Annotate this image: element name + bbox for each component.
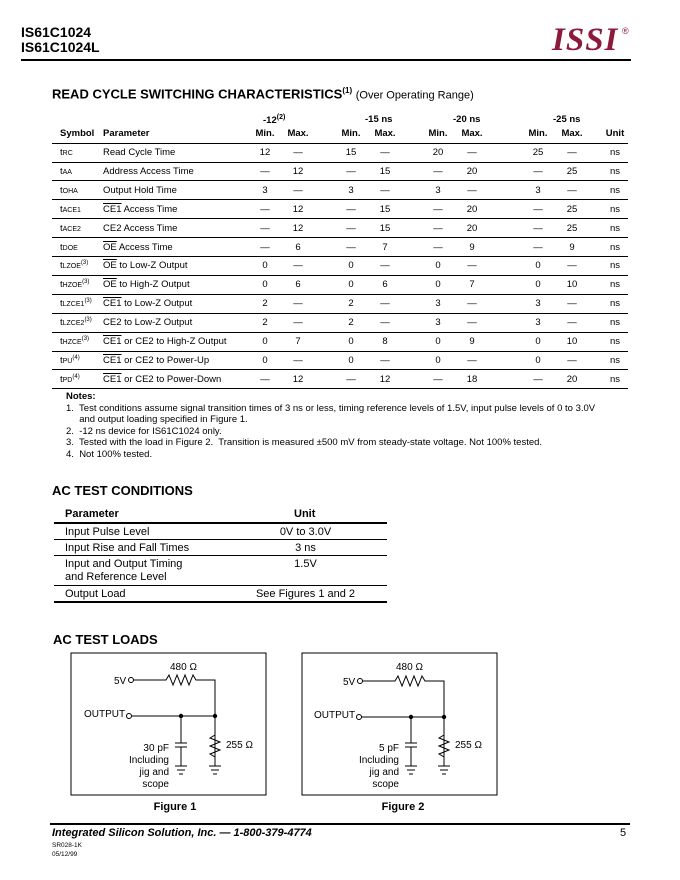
row-max-value: — bbox=[567, 317, 577, 329]
row-min-value: 2 bbox=[348, 317, 354, 329]
row-unit: ns bbox=[609, 203, 621, 215]
row-symbol: tLZCE2$^{(3)}$ bbox=[60, 317, 92, 329]
row-max-value: — bbox=[380, 184, 390, 196]
row-max-value: — bbox=[380, 354, 390, 366]
row-min-value: — bbox=[260, 373, 270, 385]
row-parameter: CE1 or CE2 to Power-Down bbox=[103, 373, 222, 385]
fig2-cap-label3: jig and bbox=[369, 767, 399, 778]
row-min-value: — bbox=[433, 373, 443, 385]
row-max-value: — bbox=[467, 184, 477, 196]
note-4: 4. Not 100% tested. bbox=[66, 448, 153, 460]
row-unit: ns bbox=[609, 184, 621, 196]
row-unit: ns bbox=[609, 317, 621, 329]
row-symbol: tPD$^{(4)}$ bbox=[60, 373, 80, 385]
row-unit: ns bbox=[609, 354, 621, 366]
speed-grade-header: -20 ns bbox=[453, 114, 481, 125]
row-parameter: $\overline{OE}$ to Low-Z Output bbox=[103, 260, 188, 272]
row-max-value: — bbox=[567, 260, 577, 272]
figure-2-circuit bbox=[302, 653, 497, 813]
ac-param: Output Load bbox=[65, 588, 126, 600]
row-unit: ns bbox=[609, 241, 621, 253]
col-max: Max. bbox=[561, 128, 583, 139]
figure-2-frame bbox=[302, 653, 497, 795]
figure-2-label: Figure 2 bbox=[381, 801, 425, 813]
row-min-value: 0 bbox=[435, 279, 441, 291]
row-min-value: 2 bbox=[348, 298, 354, 310]
row-max-value: 25 bbox=[566, 222, 578, 234]
row-unit: ns bbox=[609, 165, 621, 177]
row-max-value: 7 bbox=[469, 279, 475, 291]
row-min-value: 15 bbox=[345, 147, 357, 158]
fig2-5v-label: 5V bbox=[343, 677, 356, 688]
row-max-value: — bbox=[293, 147, 303, 158]
ac-unit: See Figures 1 and 2 bbox=[255, 588, 356, 600]
row-max-value: 25 bbox=[566, 203, 578, 215]
row-max-value: 12 bbox=[379, 373, 391, 385]
row-parameter: CE2 Access Time bbox=[103, 222, 178, 234]
row-parameter: Output Hold Time bbox=[103, 184, 177, 196]
row-symbol: tHZCE$^{(3)}$ bbox=[60, 336, 90, 348]
col-max: Max. bbox=[374, 128, 396, 139]
fig1-cap-label2: Including bbox=[128, 755, 169, 766]
row-min-value: 2 bbox=[262, 298, 268, 310]
row-min-value: — bbox=[346, 222, 356, 234]
col-unit: Unit bbox=[605, 128, 625, 139]
col-symbol: Symbol bbox=[60, 128, 95, 139]
row-symbol: tACE1 bbox=[60, 203, 81, 215]
row-min-value: — bbox=[533, 222, 543, 234]
row-max-value: 6 bbox=[295, 241, 301, 253]
fig1-output-label: OUTPUT bbox=[84, 709, 126, 720]
fig2-r1-wire bbox=[363, 676, 445, 766]
fig1-5v-label: 5V bbox=[114, 676, 127, 687]
col-min: Min. bbox=[528, 128, 548, 139]
ac-param: Input and Output Timing bbox=[65, 558, 183, 570]
fig1-5v-node bbox=[129, 678, 134, 683]
row-max-value: — bbox=[467, 260, 477, 272]
row-max-value: — bbox=[380, 147, 390, 158]
row-parameter: CE2 to Low-Z Output bbox=[103, 317, 193, 329]
row-min-value: — bbox=[346, 203, 356, 215]
row-max-value: 6 bbox=[382, 279, 388, 291]
row-max-value: — bbox=[293, 354, 303, 366]
row-max-value: — bbox=[293, 298, 303, 310]
row-min-value: 0 bbox=[348, 279, 354, 291]
ac-unit: 3 ns bbox=[295, 542, 316, 554]
notes-title: Notes: bbox=[66, 391, 96, 402]
row-max-value: — bbox=[567, 147, 577, 158]
row-max-value: 12 bbox=[292, 373, 304, 385]
fig2-output-node bbox=[357, 715, 362, 720]
row-max-value: 15 bbox=[379, 165, 391, 177]
row-min-value: 0 bbox=[262, 336, 268, 347]
row-min-value: 0 bbox=[348, 260, 354, 272]
row-parameter: CE1 or CE2 to High-Z Output bbox=[103, 336, 227, 347]
read-cycle-title: READ CYCLE SWITCHING CHARACTERISTICS$^{(1)}$ (Over Operating Range) bbox=[52, 86, 474, 102]
row-max-value: 20 bbox=[466, 222, 478, 234]
speed-grade-header: -15 ns bbox=[365, 114, 393, 125]
row-min-value: 0 bbox=[435, 354, 441, 366]
row-min-value: 0 bbox=[435, 336, 441, 347]
row-min-value: 3 bbox=[535, 317, 541, 329]
row-max-value: 7 bbox=[382, 241, 388, 253]
footer-date: 05/12/99 bbox=[52, 851, 78, 858]
row-min-value: 0 bbox=[348, 354, 354, 366]
row-parameter: Read Cycle Time bbox=[103, 147, 176, 158]
row-max-value: — bbox=[293, 317, 303, 329]
row-symbol: tDOE bbox=[60, 241, 78, 253]
row-max-value: — bbox=[467, 147, 477, 158]
row-parameter: CE1 Access Time bbox=[103, 203, 178, 215]
fig1-cap-label: 30 pF bbox=[143, 743, 169, 754]
row-unit: ns bbox=[609, 279, 621, 291]
row-symbol: tLZOE$^{(3)}$ bbox=[60, 260, 89, 272]
row-min-value: 0 bbox=[535, 279, 541, 291]
row-min-value: 0 bbox=[535, 354, 541, 366]
footer-rule bbox=[50, 823, 630, 825]
col-parameter: Parameter bbox=[103, 128, 150, 139]
row-max-value: 7 bbox=[295, 336, 301, 347]
part-number-1: IS61C1024 bbox=[21, 24, 92, 40]
row-unit: ns bbox=[609, 260, 621, 272]
row-max-value: 8 bbox=[382, 336, 388, 347]
part-number-2: IS61C1024L bbox=[21, 39, 100, 55]
row-min-value: 25 bbox=[532, 147, 544, 158]
row-max-value: — bbox=[467, 317, 477, 329]
col-min: Min. bbox=[428, 128, 448, 139]
figure-1-label: Figure 1 bbox=[153, 801, 197, 813]
col-min: Min. bbox=[255, 128, 275, 139]
fig2-r2-label: 255 Ω bbox=[455, 740, 482, 751]
col-max: Max. bbox=[287, 128, 309, 139]
row-parameter: $\overline{OE}$ Access Time bbox=[103, 241, 173, 253]
row-min-value: — bbox=[433, 203, 443, 215]
fig2-junction-b bbox=[442, 715, 446, 719]
row-max-value: 20 bbox=[466, 203, 478, 215]
fig2-r1-label: 480 Ω bbox=[396, 662, 423, 673]
row-unit: ns bbox=[609, 336, 621, 347]
row-max-value: 20 bbox=[466, 165, 478, 177]
col-max: Max. bbox=[461, 128, 483, 139]
note-1a: 1. Test conditions assume signal transition times of 3 ns or less, timing reference levels of 1.5V, input pulse levels of 0 to 3.0V bbox=[66, 402, 596, 414]
fig2-cap-label4: scope bbox=[372, 779, 399, 790]
row-max-value: — bbox=[467, 354, 477, 366]
note-1b: and output loading specified in Figure 1. bbox=[66, 414, 248, 425]
footer-company: Integrated Silicon Solution, Inc. — 1-800-379-4774 bbox=[52, 827, 312, 839]
row-max-value: — bbox=[567, 184, 577, 196]
row-min-value: 0 bbox=[262, 354, 268, 366]
row-max-value: — bbox=[293, 260, 303, 272]
row-unit: ns bbox=[609, 147, 621, 158]
row-symbol: tLZCE1$^{(3)}$ bbox=[60, 298, 92, 310]
row-symbol: tAA bbox=[60, 165, 72, 177]
row-min-value: 3 bbox=[262, 184, 268, 196]
row-min-value: 0 bbox=[435, 260, 441, 272]
row-min-value: — bbox=[433, 165, 443, 177]
fig1-cap-label4: scope bbox=[142, 779, 169, 790]
row-max-value: 10 bbox=[566, 336, 578, 347]
row-unit: ns bbox=[609, 222, 621, 234]
ac-param-line2: and Reference Level bbox=[65, 571, 167, 583]
row-max-value: — bbox=[567, 298, 577, 310]
fig1-output-node bbox=[127, 714, 132, 719]
row-max-value: 9 bbox=[469, 241, 475, 253]
row-unit: ns bbox=[609, 373, 621, 385]
row-max-value: 18 bbox=[466, 373, 478, 385]
row-max-value: 12 bbox=[292, 203, 304, 215]
row-min-value: 3 bbox=[435, 184, 441, 196]
row-min-value: — bbox=[346, 165, 356, 177]
ac-param: Input Rise and Fall Times bbox=[65, 542, 190, 554]
figure-1-circuit bbox=[71, 653, 266, 813]
ac-param: Input Pulse Level bbox=[65, 526, 150, 538]
row-max-value: 9 bbox=[469, 336, 475, 347]
row-min-value: — bbox=[346, 373, 356, 385]
row-min-value: 3 bbox=[435, 317, 441, 329]
row-max-value: 12 bbox=[292, 222, 304, 234]
fig2-output-label: OUTPUT bbox=[314, 710, 356, 721]
row-min-value: 0 bbox=[535, 260, 541, 272]
footer-code: SR028-1K bbox=[52, 842, 82, 849]
row-max-value: — bbox=[380, 317, 390, 329]
ac-conditions-title: AC TEST CONDITIONS bbox=[52, 483, 193, 498]
registered-mark: ® bbox=[622, 26, 629, 36]
fig1-r1-label: 480 Ω bbox=[170, 662, 197, 673]
row-parameter: CE1 to Low-Z Output bbox=[103, 298, 193, 310]
row-min-value: — bbox=[433, 241, 443, 253]
row-min-value: — bbox=[533, 241, 543, 253]
row-max-value: 6 bbox=[295, 279, 301, 291]
ac-col-param: Parameter bbox=[65, 508, 119, 520]
row-max-value: 10 bbox=[566, 279, 578, 291]
row-min-value: — bbox=[260, 241, 270, 253]
col-min: Min. bbox=[341, 128, 361, 139]
fig1-r2 bbox=[210, 730, 220, 766]
note-2: 2. -12 ns device for IS61C1024 only. bbox=[66, 425, 222, 437]
ac-unit: 1.5V bbox=[294, 558, 317, 570]
row-min-value: 12 bbox=[259, 147, 271, 158]
fig1-cap-label3: jig and bbox=[139, 767, 169, 778]
fig2-5v-node bbox=[358, 679, 363, 684]
row-max-value: — bbox=[293, 184, 303, 196]
row-symbol: tPU$^{(4)}$ bbox=[60, 354, 80, 367]
row-max-value: — bbox=[380, 260, 390, 272]
row-max-value: 25 bbox=[566, 165, 578, 177]
row-min-value: 0 bbox=[262, 279, 268, 291]
row-max-value: — bbox=[380, 298, 390, 310]
row-min-value: 3 bbox=[535, 184, 541, 196]
row-min-value: — bbox=[533, 165, 543, 177]
row-max-value: — bbox=[467, 298, 477, 310]
fig2-cap-label: 5 pF bbox=[378, 743, 399, 754]
row-parameter: Address Access Time bbox=[103, 165, 194, 177]
page-number: 5 bbox=[620, 827, 627, 839]
issi-logo: ISSI bbox=[552, 22, 619, 58]
row-min-value: 0 bbox=[262, 260, 268, 272]
row-min-value: — bbox=[533, 203, 543, 215]
speed-grade-header: -12$^{(2)}$ bbox=[263, 114, 286, 127]
row-parameter: CE1 or CE2 to Power-Up bbox=[103, 354, 210, 366]
row-max-value: 12 bbox=[292, 165, 304, 177]
note-3: 3. Tested with the load in Figure 2. Transition is measured ±500 mV from steady-state voltage. Not 100% tested. bbox=[66, 437, 543, 448]
row-min-value: — bbox=[433, 222, 443, 234]
row-max-value: 15 bbox=[379, 222, 391, 234]
row-min-value: — bbox=[346, 241, 356, 253]
row-symbol: tACE2 bbox=[60, 222, 81, 234]
speed-grade-header: -25 ns bbox=[553, 114, 581, 125]
row-min-value: 0 bbox=[535, 336, 541, 347]
row-parameter: $\overline{OE}$ to High-Z Output bbox=[103, 279, 190, 291]
row-max-value: 9 bbox=[569, 241, 575, 253]
row-max-value: 15 bbox=[379, 203, 391, 215]
row-min-value: 20 bbox=[432, 147, 444, 158]
row-min-value: 3 bbox=[435, 298, 441, 310]
fig1-r2-label: 255 Ω bbox=[226, 740, 253, 751]
row-min-value: 0 bbox=[348, 336, 354, 347]
row-min-value: — bbox=[260, 203, 270, 215]
row-min-value: 3 bbox=[348, 184, 354, 196]
fig1-junction-b bbox=[213, 714, 217, 718]
row-max-value: 20 bbox=[566, 373, 578, 385]
fig2-r2 bbox=[439, 730, 449, 766]
row-min-value: 2 bbox=[262, 317, 268, 329]
row-min-value: — bbox=[260, 165, 270, 177]
row-min-value: 3 bbox=[535, 298, 541, 310]
row-min-value: — bbox=[260, 222, 270, 234]
row-unit: ns bbox=[609, 298, 621, 310]
row-max-value: — bbox=[567, 354, 577, 366]
row-min-value: — bbox=[533, 373, 543, 385]
row-symbol: tOHA bbox=[60, 184, 78, 196]
row-symbol: tHZOE$^{(3)}$ bbox=[60, 279, 90, 291]
ac-loads-title: AC TEST LOADS bbox=[53, 632, 158, 647]
ac-col-unit: Unit bbox=[294, 508, 316, 520]
row-symbol: tRC bbox=[60, 147, 73, 158]
ac-unit: 0V to 3.0V bbox=[279, 526, 332, 538]
fig2-cap-label2: Including bbox=[358, 755, 399, 766]
